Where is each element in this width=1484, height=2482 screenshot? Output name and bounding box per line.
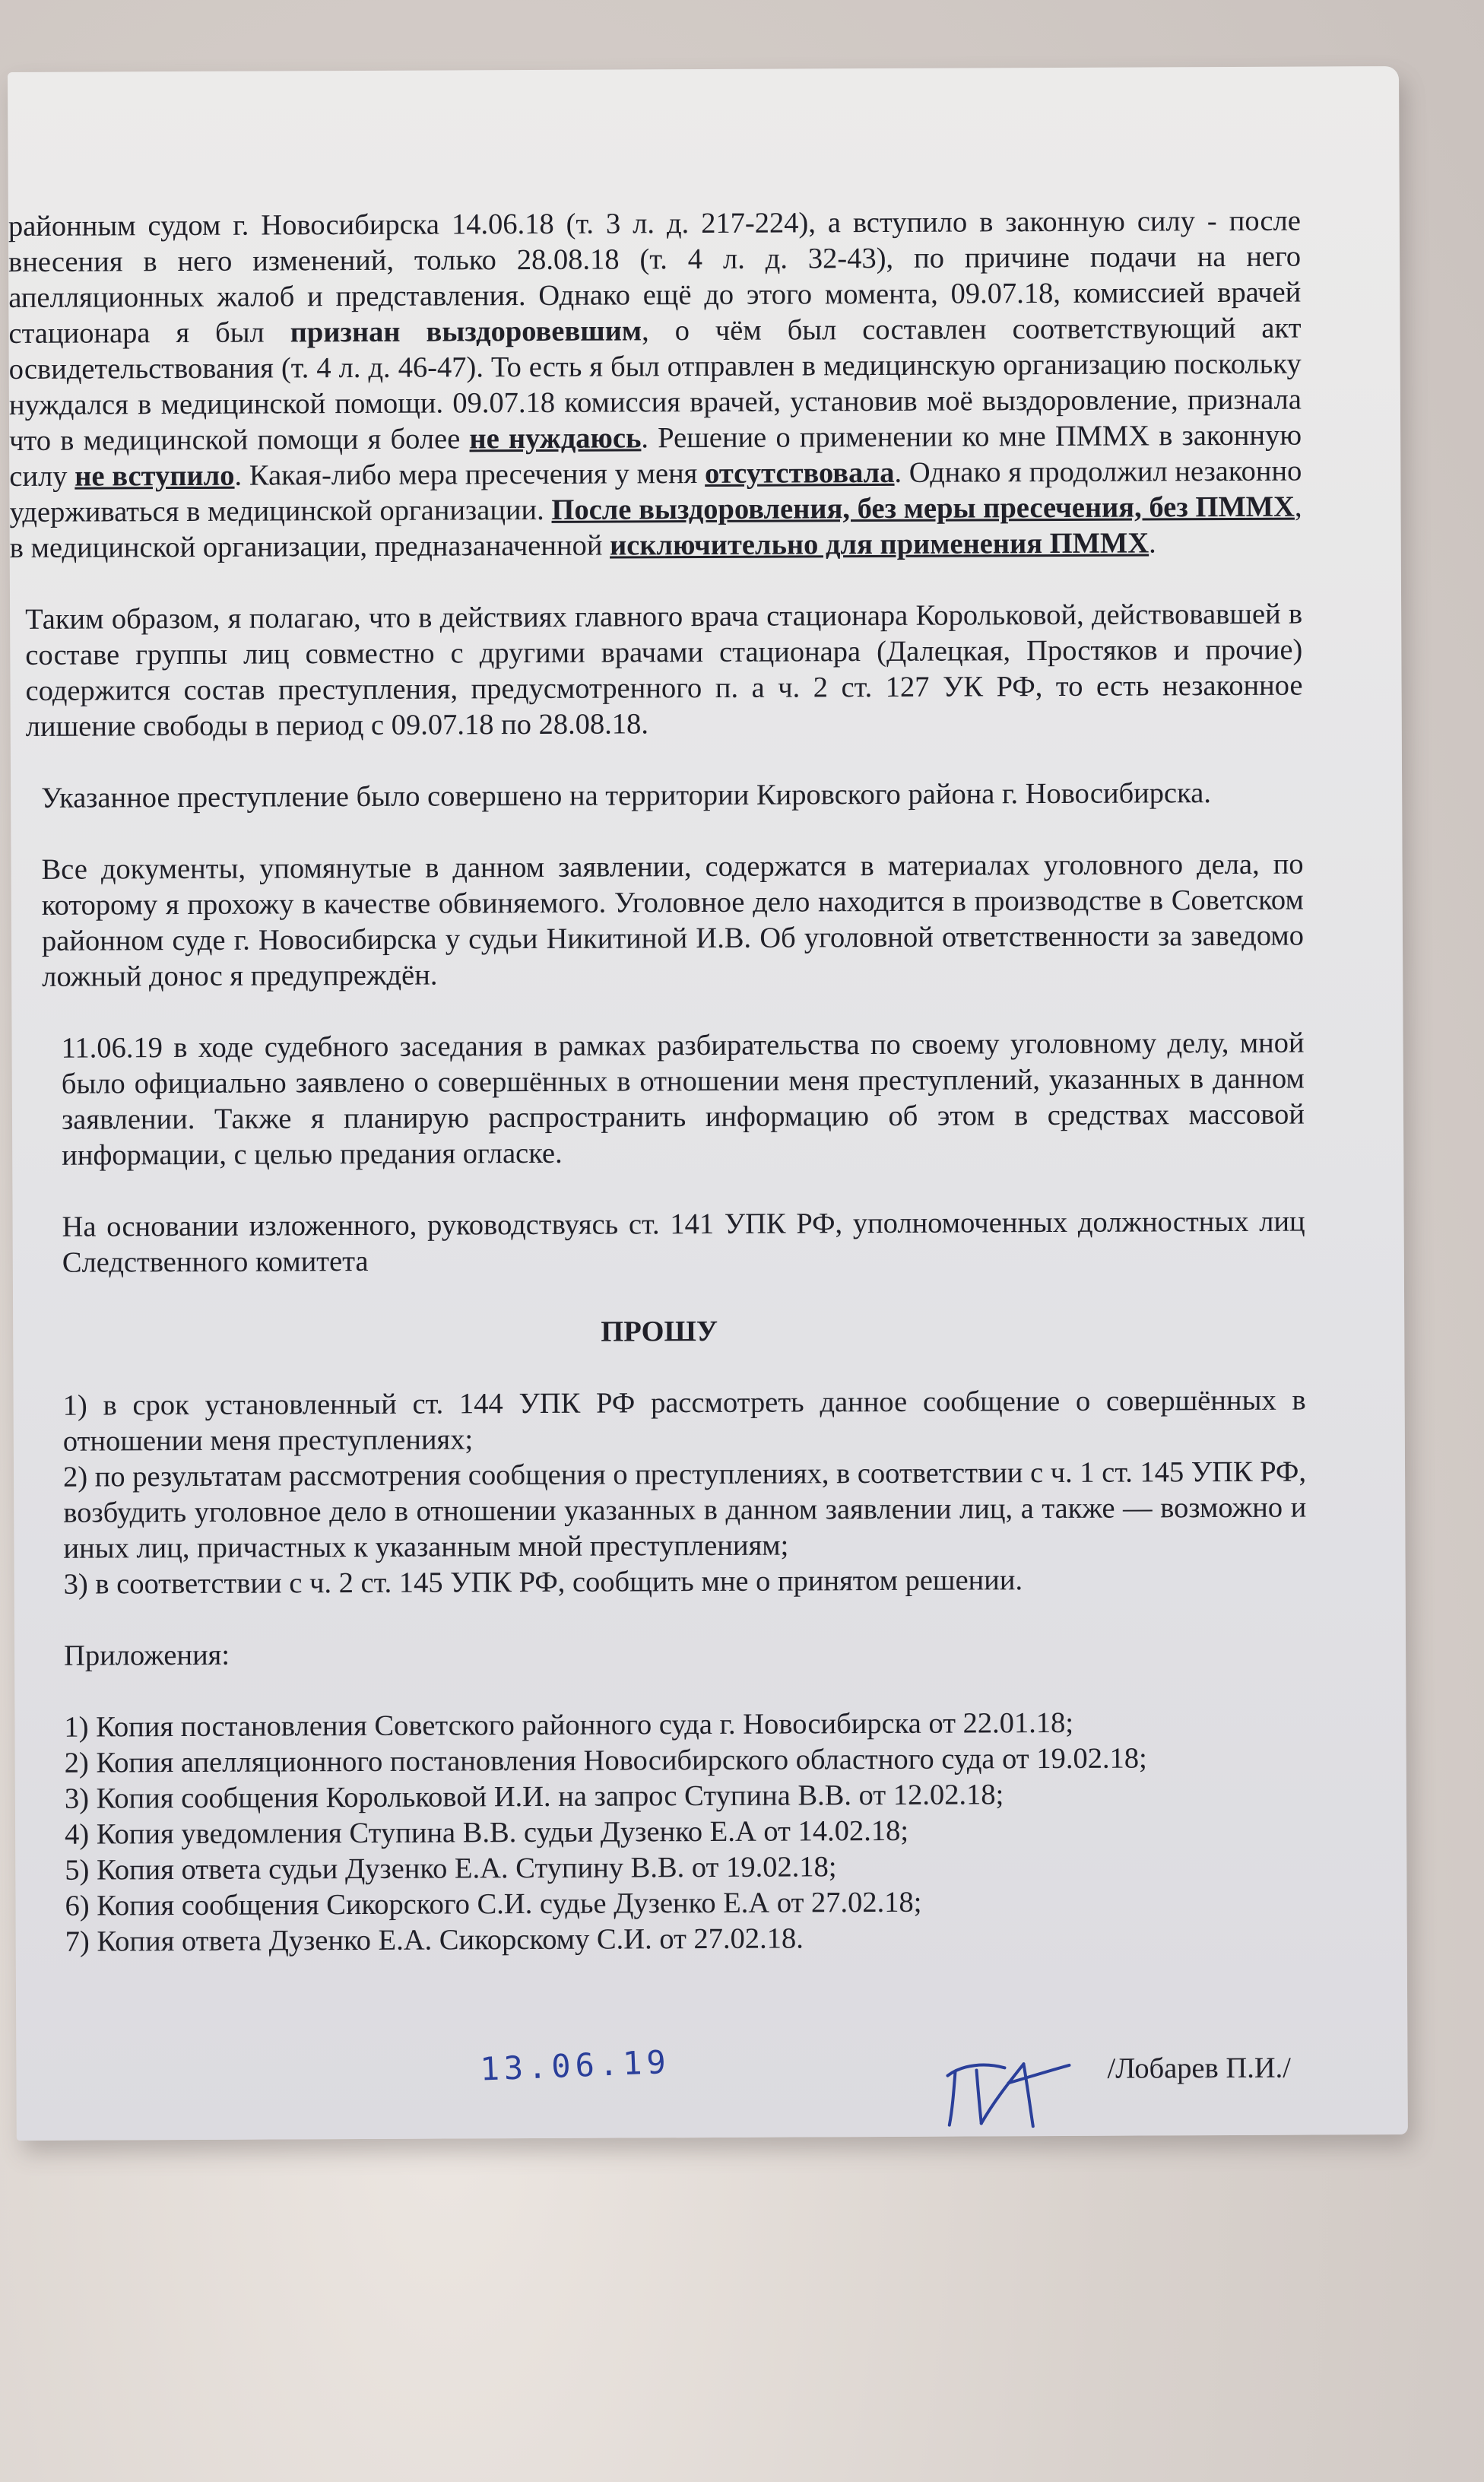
text-fragment: . Решение о применении ко мне ПММХ в законную силу xyxy=(9,419,1302,493)
text-fragment: районным судом г. Новосибирска 14.06.18 (т. 3 л. д. 217-224), а вступило в законную силу - после внесения в него изменений, только 28.08.18 (т. 4 л. д. 32-43), по причине подачи на него апелляционных жалоб и представления. Однако ещё до этого момента, 09.07.18, комиссией врачей стационара я был xyxy=(8,205,1302,350)
attachment-item: 3) Копия сообщения Корольковой И.И. на запрос Ступина В.В. от 12.02.18; xyxy=(64,1779,1004,1815)
attachment-item: 7) Копия ответа Дузенко Е.А. Сикорскому С.И. от 27.02.18. xyxy=(65,1922,804,1958)
paragraph-conclusion: Таким образом, я полагаю, что в действиях главного врача стационара Корольковой, действовавшей в составе группы лиц совместно с другими врачами стационара (Далецкая, Простяков и прочие) содержится состав преступления, предусмотренного п. а ч. 2 ст. 127 УК РФ, то есть незаконное лишение свободы в период с 09.07.18 по 28.08.18. xyxy=(25,598,1303,743)
attachments-title: Приложения: xyxy=(63,1639,230,1672)
emphasis-recovered: признан выздоровевшим xyxy=(290,315,642,349)
request-item: 1) в срок установленный ст. 144 УПК РФ рассмотреть данное сообщение о совершённых в отношении меня преступлениях; xyxy=(62,1384,1306,1458)
attachment-item: 1) Копия постановления Советского районного суда г. Новосибирска от 22.01.18; xyxy=(64,1706,1074,1744)
paragraph-basis: На основании изложенного, руководствуясь ст. 141 УПК РФ, уполномоченных должностных лиц Следственного комитета xyxy=(62,1205,1305,1279)
text-fragment: , в медицинской организации, предназаначенной xyxy=(9,490,1302,564)
text-fragment: . Какая-либо мера пресечения у меня xyxy=(234,458,706,492)
attachment-item: 2) Копия апелляционного постановления Новосибирского областного суда от 19.02.18; xyxy=(64,1742,1147,1779)
paragraph-court-statement: 11.06.19 в ходе судебного заседания в рамках разбирательства по своему уголовному делу, мной было официально заявлено о совершённых в отношении меня преступлений, указанных в данном заявлении. Также я планирую распространить информацию об этом в средствах массовой информации, с целью предания огласке. xyxy=(61,1027,1305,1172)
emphasis-not-needed: не нуждаюсь xyxy=(469,422,642,455)
attachment-item: 4) Копия уведомления Ступина В.В. судьи Дузенко Е.А от 14.02.18; xyxy=(65,1814,909,1851)
paragraph-location: Указанное преступление было совершено на территории Кировского района г. Новосибирска. xyxy=(41,777,1211,814)
text-fragment: . xyxy=(1149,527,1156,560)
attachments-list xyxy=(14,1705,1308,1960)
request-title: ПРОШУ xyxy=(601,1315,718,1348)
document-sheet xyxy=(8,66,1408,2141)
request-item: 2) по результатам рассмотрения сообщения о преступлениях, в соответствии с ч. 1 ст. 145 УПК РФ, возбудить уголовное дело в отношении указанных в данном заявлении лиц, а также — возможно и иных лиц, причастных к указанным мной преступлениям; xyxy=(62,1455,1307,1565)
attachment-item: 6) Копия сообщения Сикорского С.И. судье Дузенко Е.А от 27.02.18; xyxy=(65,1886,922,1922)
text-fragment: , о чём был составлен соответствующий акт освидетельствования (т. 4 л. д. 46-47). То есть я был отправлен в медицинскую организацию поскольку нуждался в медицинской помощи. 09.07.18 комиссия врачей, установив моё выздоровление, признала что в медицинской помощи я более xyxy=(8,312,1302,457)
paragraph-documents: Все документы, упомянутые в данном заявлении, содержатся в материалах уголовного дела, по которому я прохожу в качестве обвиняемого. Уголовное дело находится в производстве в Советском районном суде г. Новосибирска у судьи Никитиной И.В. Об уголовной ответственности за заведомо ложный донос я предупреждён. xyxy=(41,848,1305,993)
request-list xyxy=(14,1383,1307,1603)
attachment-item: 5) Копия ответа судьи Дузенко Е.А. Ступину В.В. от 19.02.18; xyxy=(65,1851,837,1887)
emphasis-after-recovery: После выздоровления, без меры пресечения, без ПММХ xyxy=(551,490,1295,526)
handwritten-date: 13.06.19 xyxy=(479,2042,671,2088)
emphasis-not-effective: не вступило xyxy=(75,459,235,493)
emphasis-absent: отсутствовала xyxy=(705,456,895,490)
text-fragment: . Однако я продолжил незаконно удерживаться в медицинской организации. xyxy=(9,455,1302,528)
paragraph-detention xyxy=(8,204,1302,567)
emphasis-exclusively: исключительно для применения ПММХ xyxy=(609,527,1149,562)
document-body xyxy=(8,204,1308,1960)
author-name: /Лобарев П.И./ xyxy=(1107,2052,1292,2085)
signature xyxy=(932,2049,1077,2133)
request-item: 3) в соответствии с ч. 2 ст. 145 УПК РФ, сообщить мне о принятом решении. xyxy=(63,1564,1023,1601)
